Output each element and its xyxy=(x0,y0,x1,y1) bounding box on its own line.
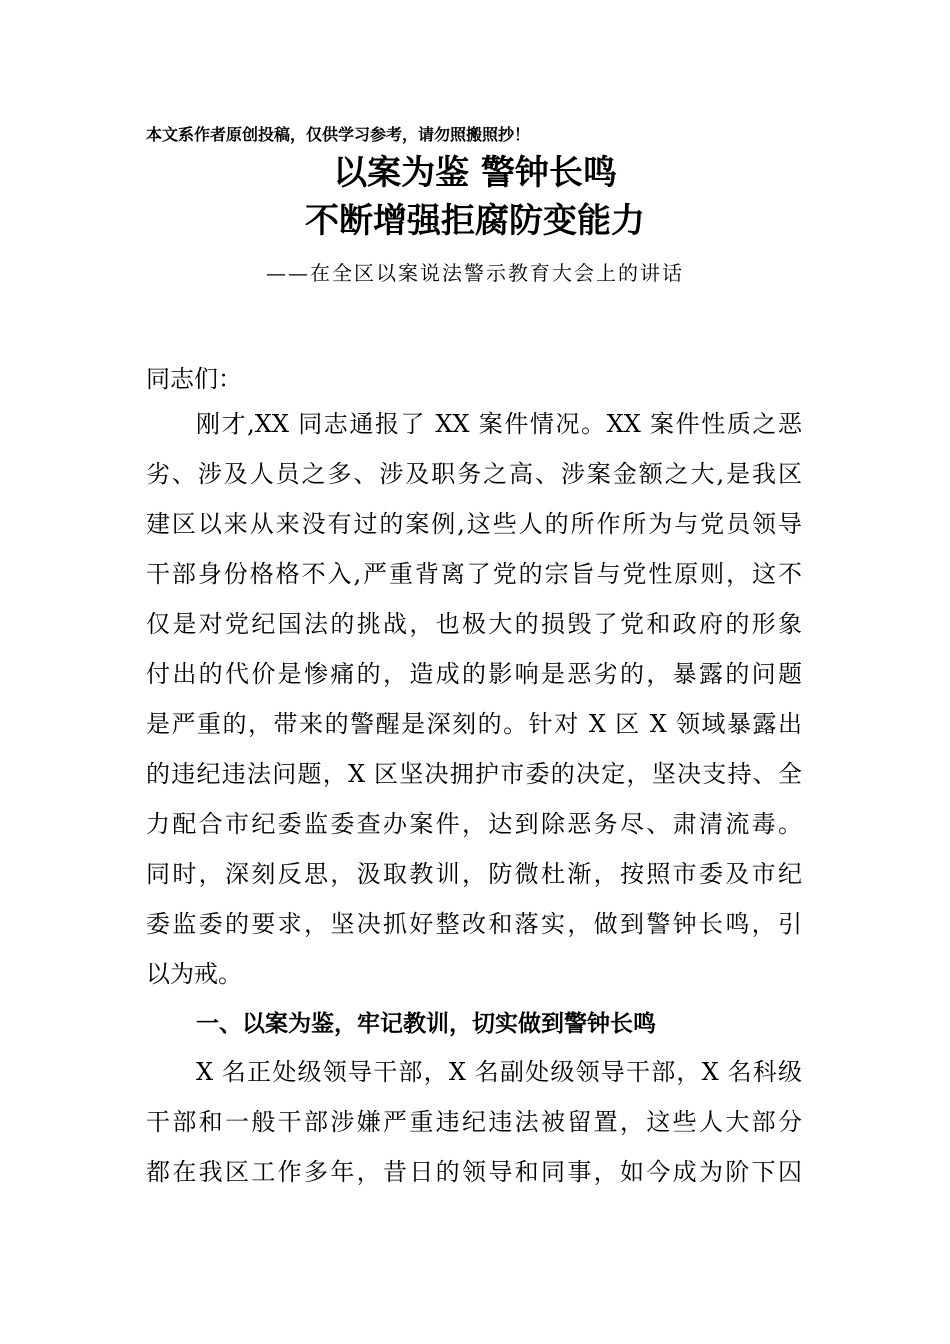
paragraph-line: 都在我区工作多年，昔日的领导和同事，如今成为阶下囚 xyxy=(146,1158,802,1186)
paragraph-line: 委监委的要求，坚决抓好整改和落实，做到警钟长鸣，引 xyxy=(146,910,802,938)
paragraph-line: 刚才,XX 同志通报了 XX 案件情况。XX 案件性质之恶 xyxy=(196,410,802,438)
paragraph-line: 仅是对党纪国法的挑战，也极大的损毁了党和政府的形象 xyxy=(146,610,802,638)
document-title-line-1: 以案为鉴 警钟长鸣 xyxy=(333,153,617,193)
paragraph-line: 是严重的，带来的警醒是深刻的。针对 X 区 X 领域暴露出 xyxy=(146,710,802,738)
paragraph-line: 付出的代价是惨痛的，造成的影响是恶劣的，暴露的问题 xyxy=(146,660,802,688)
document-title-line-2: 不断增强拒腐防变能力 xyxy=(305,201,645,241)
paragraph-line: 力配合市纪委监委查办案件，达到除恶务尽、肃清流毒。 xyxy=(146,810,802,838)
paragraph-line: 同时，深刻反思，汲取教训，防微杜渐，按照市委及市纪 xyxy=(146,860,802,888)
paragraph-line: 以为戒。 xyxy=(146,960,242,988)
paragraph-line: 建区以来从来没有过的案例,这些人的所作所为与党员领导 xyxy=(146,510,802,538)
section-heading-1: 一、以案为鉴，牢记教训，切实做到警钟长鸣 xyxy=(196,1011,656,1037)
document-subtitle: ——在全区以案说法警示教育大会上的讲话 xyxy=(266,261,684,285)
paragraph-line: 的违纪违法问题，X 区坚决拥护市委的决定，坚决支持、全 xyxy=(146,760,802,788)
paragraph-line: 劣、涉及人员之多、涉及职务之高、涉案金额之大,是我区 xyxy=(146,460,802,488)
salutation: 同志们： xyxy=(146,365,242,393)
paragraph-line: 干部身份格格不入,严重背离了党的宗旨与党性原则，这不 xyxy=(146,560,802,588)
copyright-notice: 本文系作者原创投稿，仅供学习参考，请勿照搬照抄！ xyxy=(146,125,531,144)
paragraph-line: 干部和一般干部涉嫌严重违纪违法被留置，这些人大部分 xyxy=(146,1108,802,1136)
paragraph-line: X 名正处级领导干部，X 名副处级领导干部，X 名科级 xyxy=(196,1058,802,1086)
